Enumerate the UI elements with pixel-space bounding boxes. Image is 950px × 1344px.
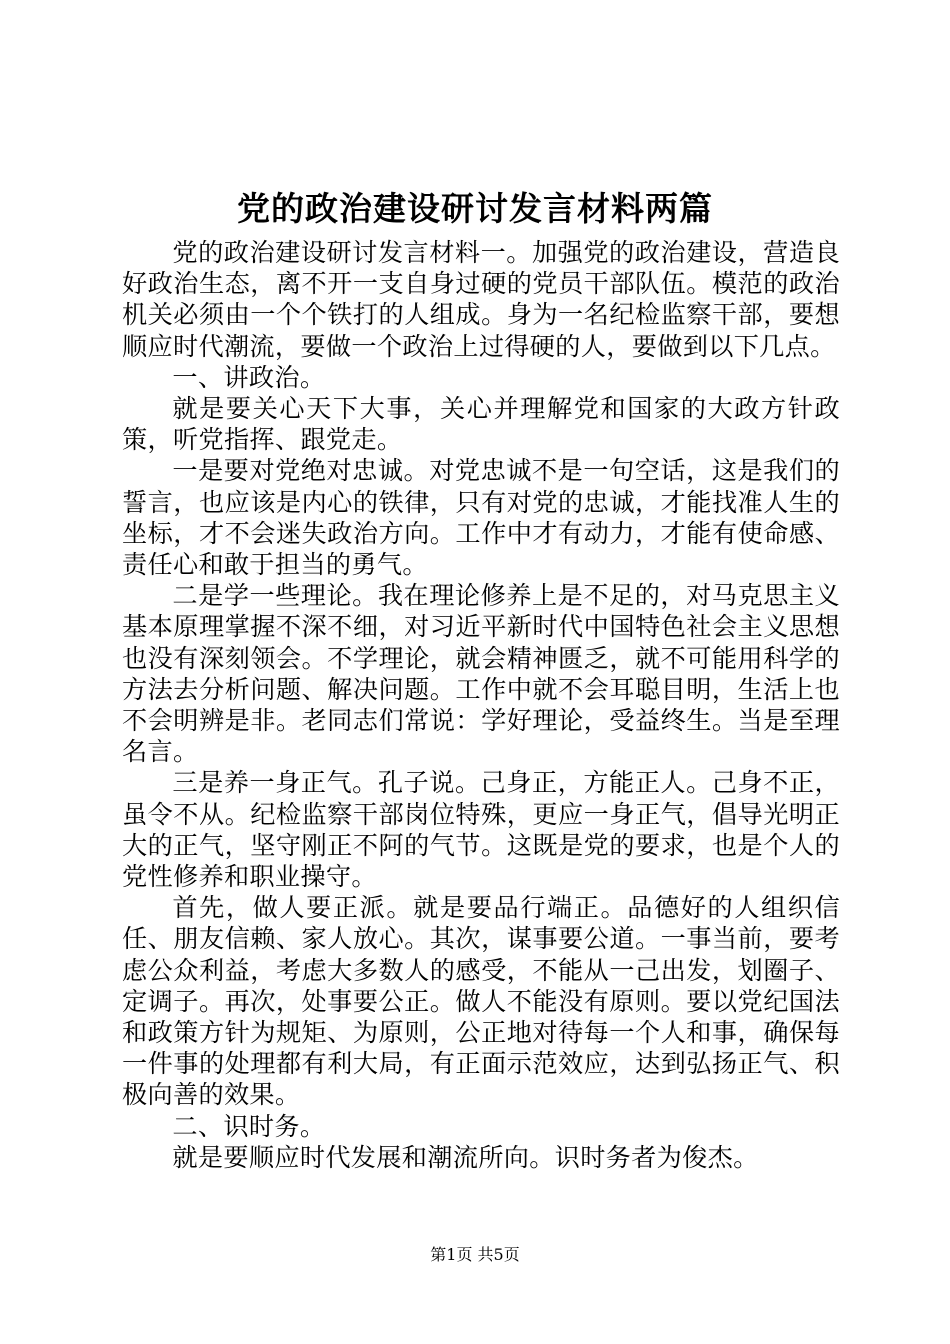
paragraph-theory: 二是学一些理论。我在理论修养上是不足的，对马克思主义基本原理掌握不深不细，对习近平新时代中国特色社会主义思想也没有深刻领会。不学理论，就会精神匮乏，就不可能用科学的方法去分析问题、解决问题。工作中就不会耳聪目明，生活上也不会明辨是非。老同志们常说：学好理论，受益终生。当是至理名言。 [122,581,840,767]
document-title: 党的政治建设研讨发言材料两篇 [237,189,713,228]
paragraph-section-2-summary: 就是要顺应时代发展和潮流所向。识时务者为俊杰。 [172,1142,759,1172]
paragraph-loyalty: 一是要对党绝对忠诚。对党忠诚不是一句空话，这是我们的誓言，也应该是内心的铁律，只有对党的忠诚，才能找准人生的坐标，才不会迷失政治方向。工作中才有动力，才能有使命感、责任心和敢于担当的勇气。 [122,456,840,580]
paragraph-integrity: 三是养一身正气。孔子说。己身正，方能正人。己身不正，虽令不从。纪检监察干部岗位特殊，更应一身正气，倡导光明正大的正气，坚守刚正不阿的气节。这既是党的要求，也是个人的党性修养和职业操守。 [122,768,840,892]
paragraph-section-1-summary: 就是要关心天下大事，关心并理解党和国家的大政方针政策，听党指挥、跟党走。 [122,394,840,455]
heading-section-2: 二、识时务。 [172,1111,326,1141]
heading-section-1: 一、讲政治。 [172,362,326,392]
paragraph-intro: 党的政治建设研讨发言材料一。加强党的政治建设，营造良好政治生态，离不开一支自身过硬的党员干部队伍。模范的政治机关必须由一个个铁打的人组成。身为一名纪检监察干部，要想顺应时代潮流，要做一个政治上过得硬的人，要做到以下几点。 [122,238,840,361]
paragraph-conduct: 首先，做人要正派。就是要品行端正。品德好的人组织信任、朋友信赖、家人放心。其次，谋事要公道。一事当前，要考虑公众利益，考虑大多数人的感受，不能从一己出发，划圈子、定调子。再次，处事要公正。做人不能没有原则。要以党纪国法和政策方针为规矩、为原则，公正地对待每一个人和事，确保每一件事的处理都有利大局，有正面示范效应，达到弘扬正气、积极向善的效果。 [122,893,840,1110]
document-body [122,237,840,1173]
page-footer: 第1页 共5页 [430,1245,520,1264]
